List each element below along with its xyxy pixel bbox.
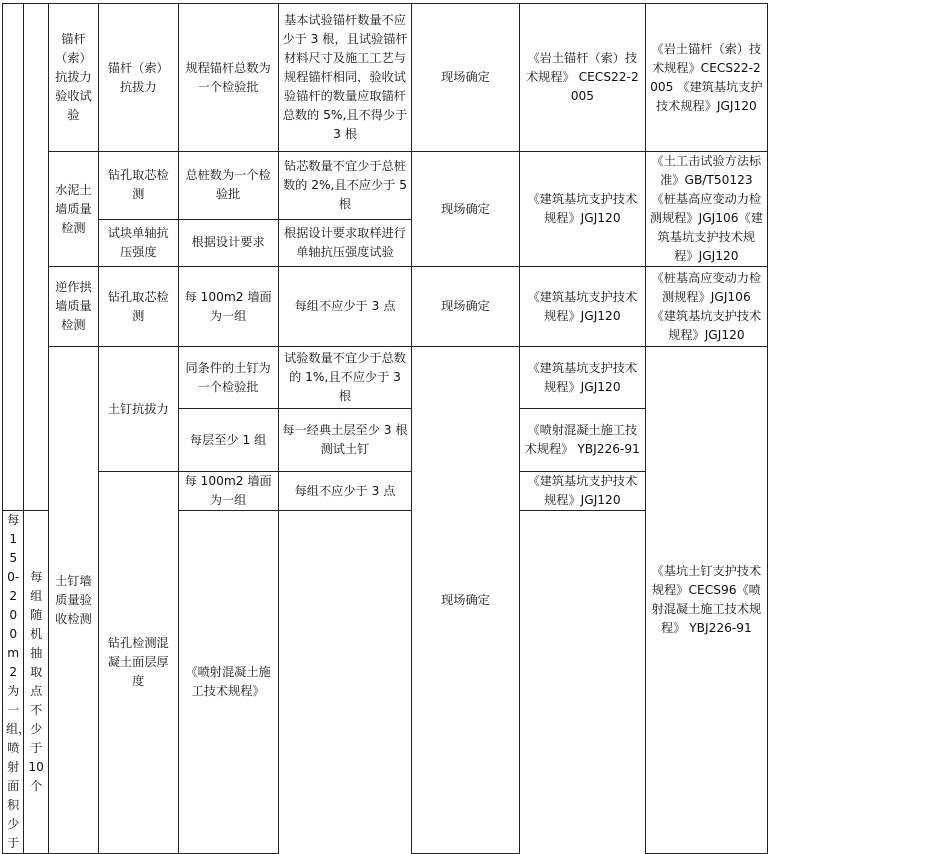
quantity-cement-strength: 根据设计要求取样进行单轴抗压强度试验 bbox=[278, 219, 412, 266]
batch-soil-nail-b: 每层至少 1 组 bbox=[178, 409, 278, 472]
method-soil-nail: 现场确定 bbox=[412, 347, 519, 854]
sub-arch-wall: 钻孔取芯检测 bbox=[98, 267, 178, 347]
standard-soil-nail-b: 《喷射混凝土施工技术规程》 YBJ226-91 bbox=[519, 409, 646, 472]
blank-column-a bbox=[3, 4, 24, 511]
standard-soil-nail-a: 《建筑基坑支护技术规程》JGJ120 bbox=[519, 347, 646, 409]
sub-cement-core: 钻孔取芯检测 bbox=[98, 152, 178, 220]
standard-soil-nail-d: 《喷射混凝土施工技术规程》 bbox=[178, 511, 278, 854]
sub-soil-nail-pullout: 土钉抗拔力 bbox=[98, 347, 178, 472]
quantity-soil-nail-c: 每组不应少于 3 点 bbox=[278, 472, 412, 511]
standard-soil-nail-c: 《建筑基坑支护技术规程》JGJ120 bbox=[519, 472, 646, 511]
sub-soil-nail-thickness: 钻孔检测混凝土面层厚度 bbox=[98, 472, 178, 854]
batch-anchor: 规程锚杆总数为一个检验批 bbox=[178, 4, 278, 152]
standard-anchor: 《岩土锚杆（索）技术规程》 CECS22-2005 bbox=[519, 4, 646, 152]
batch-soil-nail-a: 同条件的土钉为一个检验批 bbox=[178, 347, 278, 409]
standard-cement-wall: 《建筑基坑支护技术规程》JGJ120 bbox=[519, 152, 646, 267]
sub-anchor: 锚杆（索）抗拔力 bbox=[98, 4, 178, 152]
item-arch-wall: 逆作拱墙质量检测 bbox=[48, 267, 98, 347]
inspection-table bbox=[2, 3, 929, 854]
batch-soil-nail-c: 每 100m2 墙面为一组 bbox=[178, 472, 278, 511]
item-soil-nail: 土钉墙质量验收检测 bbox=[48, 347, 98, 854]
standard-arch-wall: 《建筑基坑支护技术规程》JGJ120 bbox=[519, 267, 646, 347]
quantity-soil-nail-d: 每组随机抽取点不少于 10 个 bbox=[24, 511, 49, 854]
blank-column-b bbox=[24, 4, 49, 511]
quantity-arch-wall: 每组不应少于 3 点 bbox=[278, 267, 412, 347]
batch-cement-strength: 根据设计要求 bbox=[178, 219, 278, 266]
quantity-cement-core: 钻芯数量不宜少于总桩数的 2%,且不应少于 5 根 bbox=[278, 152, 412, 220]
batch-soil-nail-d: 每 150-200m2 为一组，喷射面积少于 bbox=[3, 511, 24, 854]
basis-anchor: 《岩土锚杆（索）技术规程》CECS22-2005 《建筑基坑支护技术规程》JGJ120 bbox=[646, 4, 767, 152]
batch-cement-core: 总桩数为一个检验批 bbox=[178, 152, 278, 220]
sub-cement-strength: 试块单轴抗压强度 bbox=[98, 219, 178, 266]
batch-arch-wall: 每 100m2 墙面为一组 bbox=[178, 267, 278, 347]
item-cement-wall: 水泥土墙质量检测 bbox=[48, 152, 98, 267]
method-cement-wall: 现场确定 bbox=[412, 152, 519, 267]
quantity-soil-nail-a: 试验数量不宜少于总数的 1%,且不应少于 3 根 bbox=[278, 347, 412, 409]
basis-arch-wall: 《桩基高应变动力检测规程》JGJ106 《建筑基坑支护技术规程》JGJ120 bbox=[646, 267, 767, 347]
quantity-soil-nail-b: 每一经典土层至少 3 根测试土钉 bbox=[278, 409, 412, 472]
method-anchor: 现场确定 bbox=[412, 4, 519, 152]
basis-soil-nail: 《基坑土钉支护技术规程》CECS96《喷射混凝土施工技术规程》 YBJ226-91 bbox=[646, 347, 767, 854]
quantity-anchor: 基本试验锚杆数量不应少于 3 根，且试验锚杆材料尺寸及施工工艺与规程锚杆相同，验收试验锚杆的数量应取锚杆总数的 5%,且不得少于 3 根 bbox=[278, 4, 412, 152]
basis-cement-wall: 《土工击试验方法标准》GB/T50123《桩基高应变动力检测规程》JGJ106《建筑基坑支护技术规程》JGJ120 bbox=[646, 152, 767, 267]
method-arch-wall: 现场确定 bbox=[412, 267, 519, 347]
item-anchor: 锚杆（索）抗拔力验收试验 bbox=[48, 4, 98, 152]
